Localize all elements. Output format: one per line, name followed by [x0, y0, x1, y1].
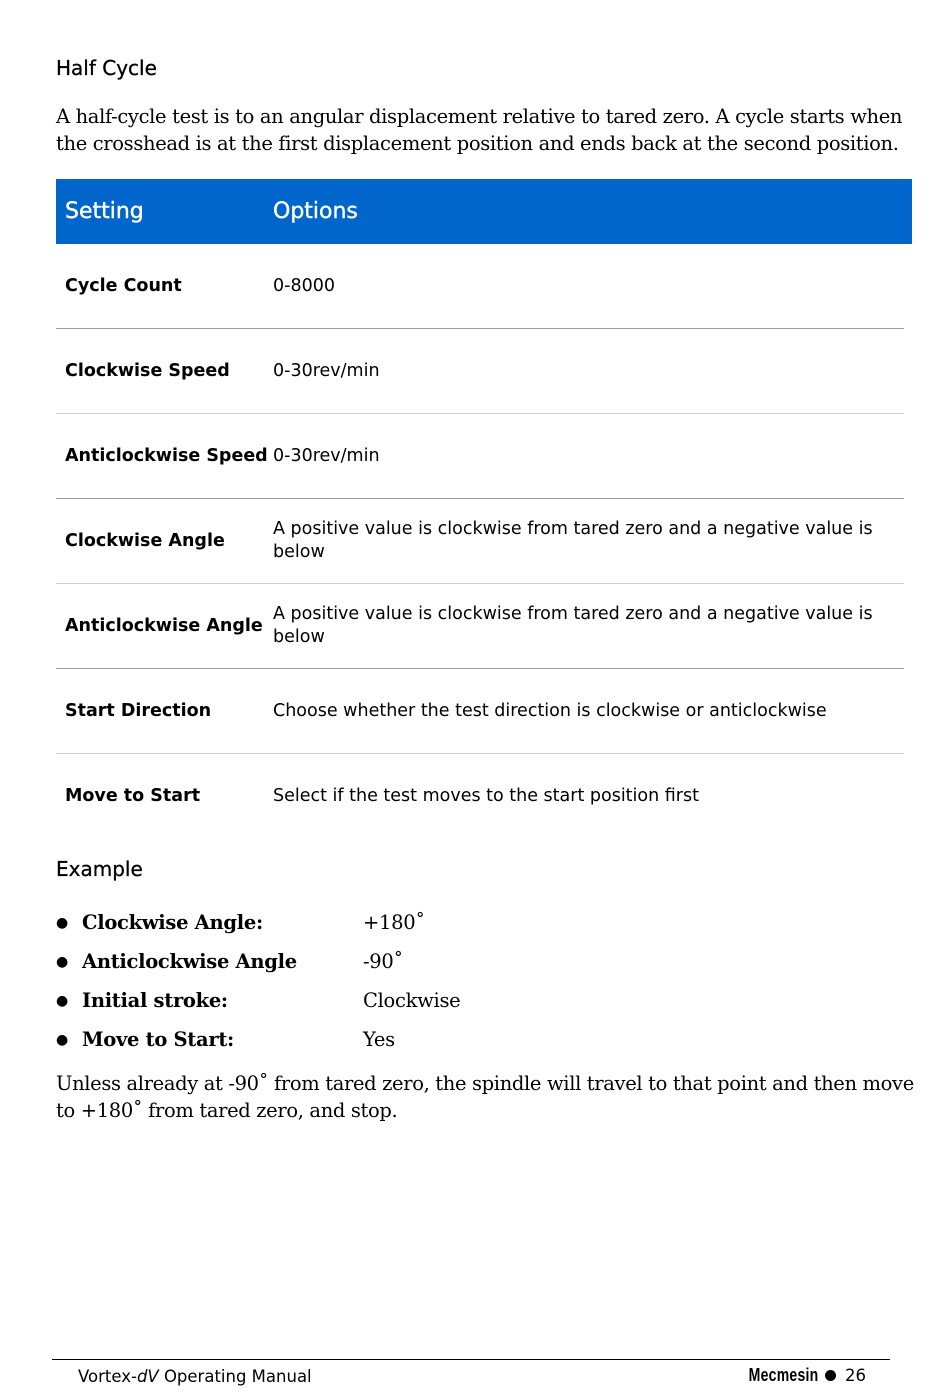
list-item	[56, 942, 460, 981]
table-row	[56, 584, 904, 668]
header-setting: Setting	[65, 199, 144, 224]
row-options: 0-8000	[273, 275, 335, 296]
row-setting: Anticlockwise Speed	[65, 446, 268, 466]
example-label: Clockwise Angle:	[82, 911, 263, 934]
row-options: 0-30rev/min	[273, 445, 380, 466]
example-label: Move to Start:	[82, 1028, 234, 1051]
settings-table	[56, 179, 912, 838]
conclusion-paragraph: Unless already at -90˚ from tared zero, the spindle will travel to that point and then move to +180˚ from tared zero, and stop.	[56, 1072, 914, 1122]
section-title: Half Cycle	[56, 56, 157, 80]
footer-product-suffix: Operating Manual	[158, 1367, 312, 1386]
page-number: 26	[845, 1366, 866, 1385]
table-row	[56, 499, 904, 583]
table-row	[56, 414, 904, 498]
row-options: Select if the test moves to the start position first	[273, 785, 699, 806]
row-options: 0-30rev/min	[273, 360, 380, 381]
footer-product-model: dV	[136, 1367, 159, 1386]
table-row	[56, 754, 904, 838]
intro-paragraph: A half-cycle test is to an angular displacement relative to tared zero. A cycle starts when the crosshead is at the first displacement position and ends back at the second position.	[56, 105, 903, 155]
list-item	[56, 981, 460, 1020]
row-setting: Clockwise Angle	[65, 531, 225, 551]
example-value: +180˚	[363, 911, 425, 934]
row-setting: Clockwise Speed	[65, 361, 230, 381]
example-label: Anticlockwise Angle	[82, 950, 297, 973]
example-value: Clockwise	[363, 989, 461, 1012]
row-setting: Anticlockwise Angle	[65, 616, 263, 636]
bullet-icon: ●	[56, 914, 69, 931]
example-list	[56, 903, 460, 1059]
footer-product-prefix: Vortex-	[78, 1367, 137, 1386]
bullet-icon: ●	[56, 992, 69, 1009]
example-title: Example	[56, 857, 143, 881]
row-setting: Cycle Count	[65, 276, 182, 296]
row-options: A positive value is clockwise from tared zero and a negative value is below	[273, 519, 873, 562]
dot-icon	[825, 1370, 836, 1381]
row-setting: Start Direction	[65, 701, 212, 721]
list-item	[56, 1020, 460, 1059]
header-options: Options	[273, 199, 358, 224]
footer-page-info	[729, 1365, 866, 1386]
footer-divider	[52, 1359, 890, 1360]
list-item	[56, 903, 460, 942]
brand-logo: Mecmesin	[748, 1365, 818, 1385]
footer-manual-title	[78, 1367, 312, 1386]
table-header	[56, 179, 912, 244]
bullet-icon: ●	[56, 1031, 69, 1048]
table-row	[56, 244, 904, 328]
table-row	[56, 669, 904, 753]
bullet-icon: ●	[56, 953, 69, 970]
row-options: A positive value is clockwise from tared zero and a negative value is below	[273, 604, 873, 647]
row-setting: Move to Start	[65, 786, 201, 806]
example-value: Yes	[363, 1028, 395, 1051]
table-row	[56, 329, 904, 413]
row-options: Choose whether the test direction is clockwise or anticlockwise	[273, 700, 827, 721]
example-label: Initial stroke:	[82, 989, 228, 1012]
example-value: -90˚	[363, 950, 403, 973]
